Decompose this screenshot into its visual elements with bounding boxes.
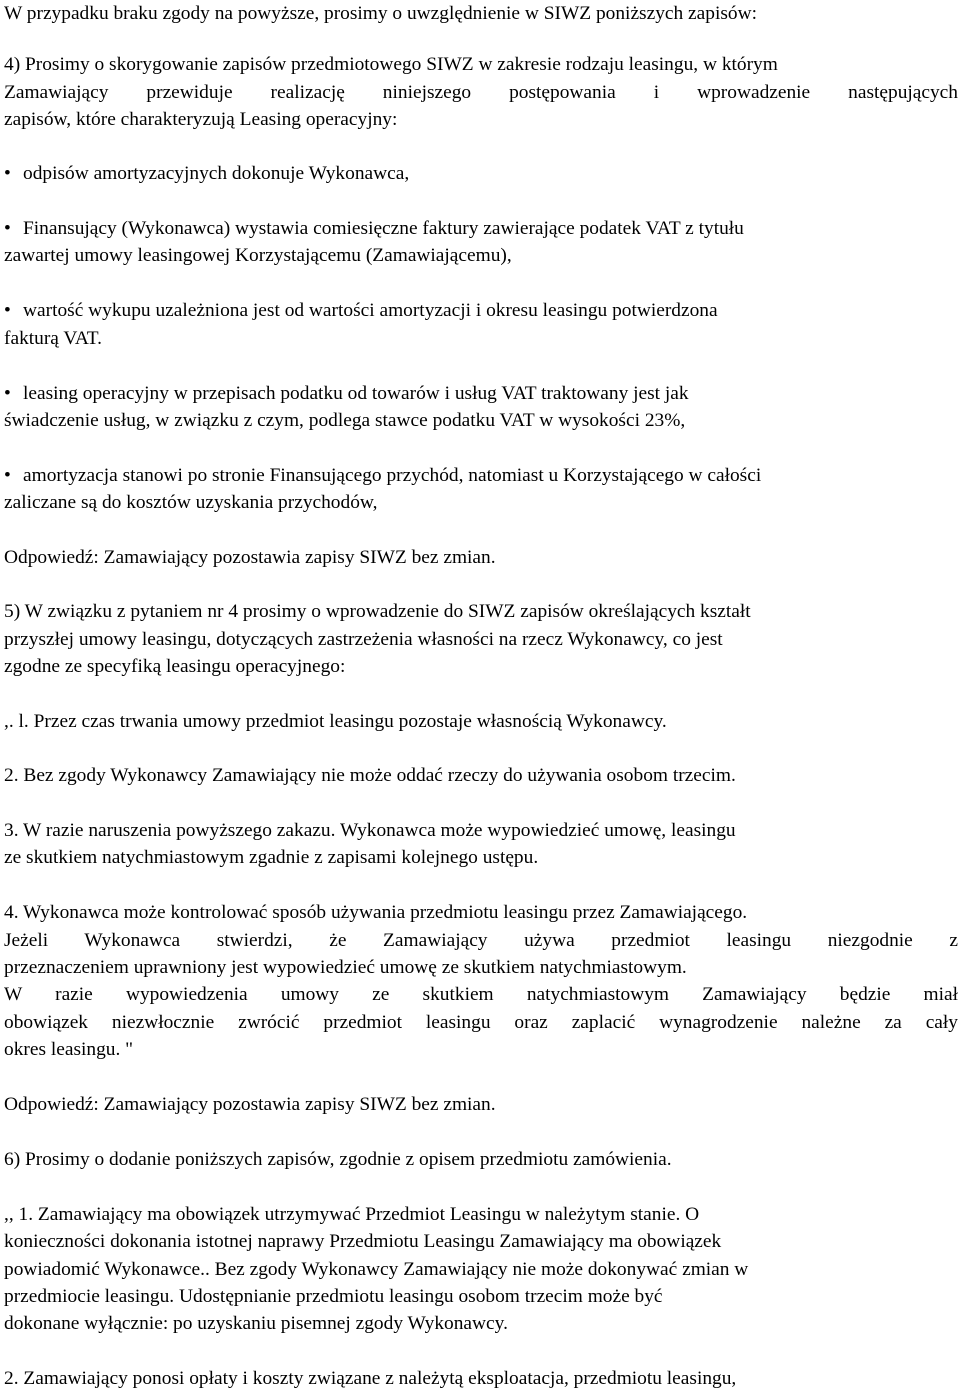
clause-4-line: Jeżeli Wykonawca stwierdzi, że Zamawiający używa przedmiot leasingu niezgodnie z: [4, 930, 958, 951]
bullet-text-cont: zawartej umowy leasingowej Korzystającemu (Zamawiającemu),: [4, 245, 512, 266]
bullet-text-cont: fakturą VAT.: [4, 328, 103, 349]
question-4-line: 4) Prosimy o skorygowanie zapisów przedmiotowego SIWZ w zakresie rodzaju leasingu, w którym: [4, 54, 778, 75]
question-4-line: zapisów, które charakteryzują Leasing operacyjny:: [4, 109, 398, 130]
clause-4-line: W razie wypowiedzenia umowy ze skutkiem natychmiastowym Zamawiający będzie miał: [4, 984, 958, 1005]
clause-6-1-line: dokonane wyłącznie: po uzyskaniu pisemnej zgody Wykonawcy.: [4, 1313, 508, 1334]
question-5-line: 5) W związku z pytaniem nr 4 prosimy o wprowadzenie do SIWZ zapisów określających kształt: [4, 601, 751, 622]
clause-4-line: przeznaczeniem uprawniony jest wypowiedzieć umowę ze skutkiem natychmiastowym.: [4, 957, 687, 978]
bullet-item: [4, 297, 718, 324]
bullet-text: Finansujący (Wykonawca) wystawia comiesięczne faktury zawierające podatek VAT z tytułu: [23, 218, 744, 239]
answer-line: Odpowiedź: Zamawiający pozostawia zapisy SIWZ bez zmian.: [4, 1094, 496, 1115]
bullet-item: [4, 462, 761, 489]
bullet-text: leasing operacyjny w przepisach podatku od towarów i usług VAT traktowany jest jak: [23, 383, 689, 404]
clause-3-line: 3. W razie naruszenia powyższego zakazu. Wykonawca może wypowiedzieć umowę, leasingu: [4, 820, 736, 841]
bullet-text-cont: zaliczane są do kosztów uzyskania przychodów,: [4, 492, 378, 513]
clause-1-line: ,. l. Przez czas trwania umowy przedmiot leasingu pozostaje własnością Wykonawcy.: [4, 711, 667, 732]
bullet-text: wartość wykupu uzależniona jest od wartości amortyzacji i okresu leasingu potwierdzona: [23, 300, 718, 321]
bullet-marker: •: [4, 383, 11, 404]
bullet-item: [4, 160, 409, 187]
clause-4-line: obowiązek niezwłocznie zwrócić przedmiot leasingu oraz zaplacić wynagrodzenie należne za cały: [4, 1012, 958, 1033]
clause-4-line: okres leasingu. ": [4, 1039, 134, 1060]
question-5-line: zgodne ze specyfiką leasingu operacyjnego:: [4, 656, 346, 677]
bullet-text: amortyzacja stanowi po stronie Finansującego przychód, natomiast u Korzystającego w całości: [23, 465, 762, 486]
bullet-marker: •: [4, 465, 11, 486]
intro-line: W przypadku braku zgody na powyższe, prosimy o uwzględnienie w SIWZ poniższych zapisów:: [4, 3, 757, 24]
question-5-line: przyszłej umowy leasingu, dotyczących zastrzeżenia własności na rzecz Wykonawcy, co jest: [4, 629, 723, 650]
clause-4-line: 4. Wykonawca może kontrolować sposób używania przedmiotu leasingu przez Zamawiającego.: [4, 902, 748, 923]
clause-6-1-line: przedmiocie leasingu. Udostępnianie przedmiotu leasingu osobom trzecim może być: [4, 1286, 663, 1307]
bullet-item: [4, 380, 689, 407]
clause-6-1-line: powiadomić Wykonawce.. Bez zgody Wykonawcy Zamawiający nie może dokonywać zmian w: [4, 1259, 749, 1280]
clause-6-1-line: ,, 1. Zamawiający ma obowiązek utrzymywać Przedmiot Leasingu w należytym stanie. O: [4, 1204, 700, 1225]
bullet-text-cont: świadczenie usług, w związku z czym, podlega stawce podatku VAT w wysokości 23%,: [4, 410, 686, 431]
bullet-text: odpisów amortyzacyjnych dokonuje Wykonawca,: [23, 163, 410, 184]
answer-line: Odpowiedź: Zamawiający pozostawia zapisy SIWZ bez zmian.: [4, 547, 496, 568]
clause-6-2-line: 2. Zamawiający ponosi opłaty i koszty związane z należytą eksploatacja, przedmiotu leasingu,: [4, 1368, 737, 1389]
bullet-item: [4, 215, 744, 242]
question-6-line: 6) Prosimy o dodanie poniższych zapisów, zgodnie z opisem przedmiotu zamówienia.: [4, 1149, 672, 1170]
clause-2-line: 2. Bez zgody Wykonawcy Zamawiający nie może oddać rzeczy do używania osobom trzecim.: [4, 765, 736, 786]
clause-3-line: ze skutkiem natychmiastowym zgadnie z zapisami kolejnego ustępu.: [4, 847, 539, 868]
clause-6-1-line: konieczności dokonania istotnej naprawy Przedmiotu Leasingu Zamawiający ma obowiązek: [4, 1231, 722, 1252]
bullet-marker: •: [4, 300, 11, 321]
question-4-line: Zamawiający przewiduje realizację niniejszego postępowania i wprowadzenie następujących: [4, 82, 958, 103]
bullet-marker: •: [4, 163, 11, 184]
bullet-marker: •: [4, 218, 11, 239]
